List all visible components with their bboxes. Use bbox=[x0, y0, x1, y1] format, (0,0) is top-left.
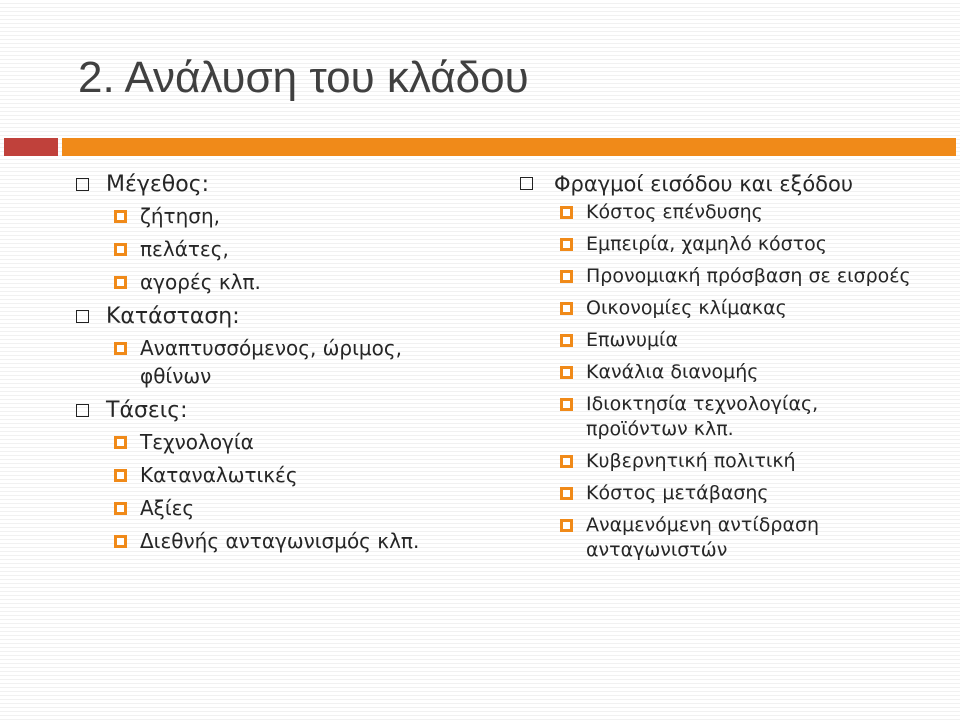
sub-bullet bbox=[560, 513, 918, 563]
hollow-square-icon bbox=[76, 404, 89, 417]
sub-bullet bbox=[114, 268, 476, 296]
orange-square-icon bbox=[114, 469, 127, 482]
slide-title: 2. Ανάλυση του κλάδου bbox=[78, 53, 529, 102]
bullet-label: Τάσεις: bbox=[106, 398, 188, 423]
sub-bullet bbox=[560, 360, 918, 385]
orange-square-icon bbox=[114, 502, 127, 515]
orange-square-icon bbox=[560, 270, 573, 283]
sub-bullet bbox=[560, 328, 918, 353]
sub-bullet bbox=[114, 334, 476, 390]
bullet-label: Μέγεθος: bbox=[106, 172, 210, 197]
sub-bullet bbox=[560, 296, 918, 321]
sub-list bbox=[114, 334, 476, 390]
orange-square-icon bbox=[560, 487, 573, 500]
sub-bullet-text: αγορές κλπ. bbox=[140, 270, 261, 294]
left-column bbox=[76, 170, 476, 555]
orange-square-icon bbox=[560, 455, 573, 468]
hollow-square-icon bbox=[520, 177, 533, 190]
sub-bullet-text: Κανάλια διανομής bbox=[586, 361, 759, 383]
sub-bullet bbox=[114, 494, 476, 522]
sub-bullet bbox=[114, 235, 476, 263]
bullet-trends bbox=[76, 396, 476, 555]
sub-bullet-text: Κόστος επένδυσης bbox=[586, 201, 763, 223]
bullet-barriers bbox=[518, 170, 918, 563]
sub-list bbox=[560, 200, 918, 563]
title-accent-bar-red bbox=[4, 138, 58, 156]
sub-bullet-text: ζήτηση, bbox=[140, 204, 220, 228]
orange-square-icon bbox=[560, 519, 573, 532]
hollow-square-icon bbox=[76, 178, 89, 191]
sub-bullet-text: Καταναλωτικές bbox=[140, 463, 298, 487]
right-column bbox=[518, 170, 918, 563]
sub-bullet bbox=[114, 461, 476, 489]
orange-square-icon bbox=[560, 366, 573, 379]
orange-square-icon bbox=[114, 276, 127, 289]
sub-bullet bbox=[560, 232, 918, 257]
orange-square-icon bbox=[114, 342, 127, 355]
sub-bullet-text: Αναπτυσσόμενος, ώριμος, φθίνων bbox=[140, 336, 402, 388]
sub-bullet-text: Εμπειρία, χαμηλό κόστος bbox=[586, 233, 827, 255]
sub-bullet-text: Αναμενόμενη αντίδραση ανταγωνιστών bbox=[586, 514, 820, 561]
sub-bullet bbox=[560, 392, 918, 442]
bullet-label: Φραγμοί εισόδου και εξόδου bbox=[554, 172, 854, 196]
sub-bullet-text: Οικονομίες κλίμακας bbox=[586, 297, 787, 319]
sub-list bbox=[114, 202, 476, 296]
sub-bullet-text: Αξίες bbox=[140, 496, 195, 520]
bullet-label: Κατάσταση: bbox=[106, 304, 240, 329]
sub-bullet-text: Κόστος μετάβασης bbox=[586, 482, 769, 504]
orange-square-icon bbox=[560, 238, 573, 251]
orange-square-icon bbox=[560, 302, 573, 315]
orange-square-icon bbox=[114, 535, 127, 548]
sub-bullet bbox=[560, 200, 918, 225]
title-accent-bar-orange bbox=[62, 138, 956, 156]
sub-bullet bbox=[560, 264, 918, 289]
sub-bullet bbox=[560, 449, 918, 474]
sub-bullet-text: πελάτες, bbox=[140, 237, 229, 261]
sub-bullet bbox=[114, 202, 476, 230]
sub-bullet-text: Προνομιακή πρόσβαση σε εισροές bbox=[586, 265, 911, 287]
orange-square-icon bbox=[114, 243, 127, 256]
orange-square-icon bbox=[114, 210, 127, 223]
orange-square-icon bbox=[560, 206, 573, 219]
sub-bullet-text: Τεχνολογία bbox=[140, 430, 254, 454]
bullet-size bbox=[76, 170, 476, 296]
sub-bullet-text: Επωνυμία bbox=[586, 329, 679, 351]
sub-bullet bbox=[114, 527, 476, 555]
sub-bullet-text: Κυβερνητική πολιτική bbox=[586, 450, 796, 472]
sub-bullet-text: Διεθνής ανταγωνισμός κλπ. bbox=[140, 529, 420, 553]
sub-bullet bbox=[560, 481, 918, 506]
sub-list bbox=[114, 428, 476, 555]
bullet-state bbox=[76, 302, 476, 390]
sub-bullet-text: Ιδιοκτησία τεχνολογίας, προϊόντων κλπ. bbox=[586, 393, 819, 440]
orange-square-icon bbox=[560, 334, 573, 347]
orange-square-icon bbox=[114, 436, 127, 449]
hollow-square-icon bbox=[76, 310, 89, 323]
sub-bullet bbox=[114, 428, 476, 456]
orange-square-icon bbox=[560, 398, 573, 411]
